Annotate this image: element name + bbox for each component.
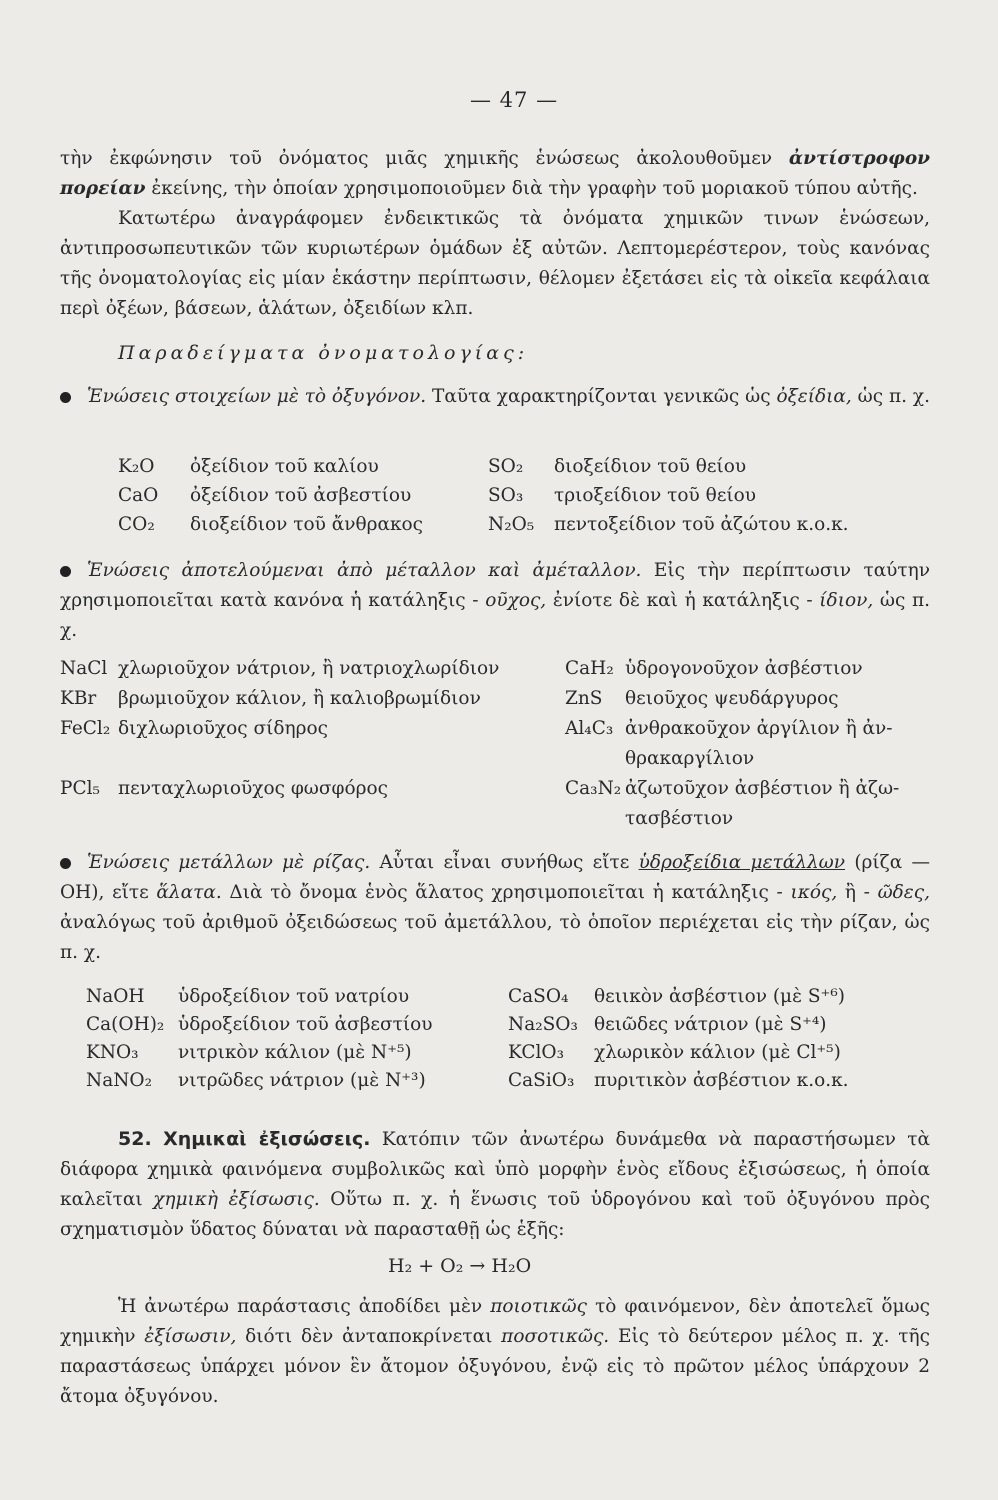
table-row: NaOH ὑδροξείδιον τοῦ νατρίου: [86, 986, 410, 1007]
section-52: 52. Χημικαὶ ἐξισώσεις. Κατόπιν τῶν ἀνωτέρω δυνάμεθα νὰ παραστήσωμεν τὰ διάφορα χημικὰ φαινόμενα συμβολικῶς καὶ ὑπὸ μορφὴν ἑνὸς εἴδους ἐξισώσεως, ἡ ὁποία καλεῖται χημικὴ ἐξίσωσις. Οὕτω π. χ. ἡ ἕνωσις τοῦ ὑδρογόνου καὶ τοῦ ὀξυγόνου πρὸς σχηματισμὸν ὕδατος δύναται νὰ παρασταθῇ ὡς ἑξῆς:: [60, 1128, 931, 1240]
table-row: PCl₅ πενταχλωριοῦχος φωσφόρος: [60, 778, 388, 799]
bullet-icon: [60, 858, 71, 869]
table-row: Al₄C₃ ἀνθρακοῦχον ἀργίλιον ἢ ἀν-: [565, 718, 893, 739]
table-row: KBr βρωμιοῦχον κάλιον, ἢ καλιοβρωμίδιον: [60, 688, 481, 709]
intro-paragraph-2: Κατωτέρω ἀναγράφομεν ἐνδεικτικῶς τὰ ὀνόματα χημικῶν τινων ἑνώσεων, ἀντιπροσωπευτικῶν τῶν κυριωτέρων ὁμάδων ἐξ αὐτῶν. Λεπτομερέστερον, τοὺς κανόνας τῆς ὀνοματολογίας εἰς μίαν ἑκάστην περίπτωσιν, θέλομεν ἐξετάσει εἰς τὰ οἰκεῖα κεφάλαια περὶ ὀξέων, βάσεων, ἁλάτων, ὀξειδίων κλπ.: [60, 208, 930, 319]
section-52-paragraph-2: Ἡ ἀνωτέρω παράστασις ἀποδίδει μὲν ποιοτικῶς τὸ φαινόμενον, δὲν ἀποτελεῖ ὅμως χημικὴν ἐξίσωσιν, διότι δὲν ἀνταποκρίνεται ποσοτικῶς. Εἰς τὸ δεύτερον μέλος π. χ. τῆς παραστάσεως ὑπάρχει μόνον ἓν ἄτομον ὀξυγόνου, ἐνῷ εἰς τὸ πρῶτον μέλος ὑπάρχουν 2 ἄτομα ὀξυγόνου.: [60, 1296, 930, 1407]
chemical-equation: H₂ + O₂ → H₂O: [388, 1255, 532, 1277]
table-row: KClO₃ χλωρικὸν κάλιον (μὲ Cl⁺⁵): [508, 1042, 841, 1063]
bullet-icon: [60, 392, 71, 403]
table-row: CaH₂ ὑδρογονοῦχον ἀσβέστιον: [565, 658, 863, 679]
table-row: SO₃ τριοξείδιον τοῦ θείου: [488, 485, 757, 506]
table-row: K₂O ὀξείδιον τοῦ καλίου: [118, 456, 379, 477]
intro-emphasis: ἀντίστροφον πορείαν: [60, 148, 930, 199]
intro-text-cont: ἐκείνης, τὴν ὁποίαν χρησιμοποιοῦμεν διὰ τὴν γραφὴν τοῦ μοριακοῦ τύπου αὐτῆς.: [145, 178, 918, 199]
bullet-icon: [60, 566, 71, 577]
radicals-intro: Ἑνώσεις μετάλλων μὲ ρίζας. Αὗται εἶναι συνήθως εἴτε ὑδροξείδια μετάλλων (ρίζα — OH), εἴτε ἅλατα. Διὰ τὸ ὄνομα ἑνὸς ἅλατος χρησιμοποιεῖται ἡ κατάληξις - ικός, ἢ - ῶδες, ἀναλόγως τοῦ ἀριθμοῦ ὀξειδώσεως τοῦ ἀμετάλλου, τὸ ὁποῖον περιέχεται εἰς τὴν ρίζαν, ὡς π. χ.: [60, 852, 930, 963]
table-row: KNO₃ νιτρικὸν κάλιον (μὲ N⁺⁵): [86, 1042, 412, 1063]
table-row: CaSiO₃ πυριτικὸν ἀσβέστιον κ.ο.κ.: [508, 1070, 849, 1091]
table-row: CO₂ διοξείδιον τοῦ ἄνθρακος: [118, 514, 424, 535]
table-row-cont: τασβέστιον: [625, 808, 734, 829]
examples-heading: Παραδείγματα ὀνοματολογίας:: [118, 342, 529, 364]
table-row: Ca(OH)₂ ὑδροξείδιον τοῦ ἀσβεστίου: [86, 1014, 433, 1035]
table-row: FeCl₂ διχλωριοῦχος σίδηρος: [60, 718, 328, 739]
table-row: Na₂SO₃ θειῶδες νάτριον (μὲ S⁺⁴): [508, 1014, 827, 1035]
table-row: NaNO₂ νιτρῶδες νάτριον (μὲ N⁺³): [86, 1070, 426, 1091]
binary-intro: Ἑνώσεις ἀποτελούμεναι ἀπὸ μέταλλον καὶ ἀμέταλλον. Εἰς τὴν περίπτωσιν ταύτην χρησιμοποιεῖται κατὰ κανόνα ἡ κατάληξις - οῦχος, ἐνίοτε δὲ καὶ ἡ κατάληξις - ίδιον, ὡς π. χ.: [60, 560, 931, 641]
table-row: SO₂ διοξείδιον τοῦ θείου: [488, 456, 747, 477]
table-row: N₂O₅ πεντοξείδιον τοῦ ἀζώτου κ.ο.κ.: [488, 514, 849, 535]
intro-paragraph-1: [60, 144, 930, 204]
intro-text: τὴν ἐκφώνησιν τοῦ ὀνόματος μιᾶς χημικῆς ἑνώσεως ἀκολουθοῦμεν: [60, 148, 789, 169]
table-row: NaCl χλωριοῦχον νάτριον, ἢ νατριοχλωρίδιον: [60, 658, 500, 679]
oxides-intro: Ἑνώσεις στοιχείων μὲ τὸ ὀξυγόνον. Ταῦτα χαρακτηρίζονται γενικῶς ὡς ὀξείδια, ὡς π. χ.: [60, 382, 930, 412]
table-row: CaO ὀξείδιον τοῦ ἀσβεστίου: [118, 485, 412, 506]
table-row: CaSO₄ θειικὸν ἀσβέστιον (μὲ S⁺⁶): [508, 986, 845, 1007]
table-row-cont: θρακαργίλιον: [625, 748, 755, 769]
section-number: 52.: [118, 1128, 152, 1150]
table-row: Ca₃N₂ ἀζωτοῦχον ἀσβέστιον ἢ ἀζω-: [565, 778, 900, 799]
section-title: Χημικαὶ ἐξισώσεις.: [163, 1128, 371, 1150]
table-row: ZnS θειοῦχος ψευδάργυρος: [565, 688, 839, 709]
page-number: — 47 —: [470, 88, 559, 112]
